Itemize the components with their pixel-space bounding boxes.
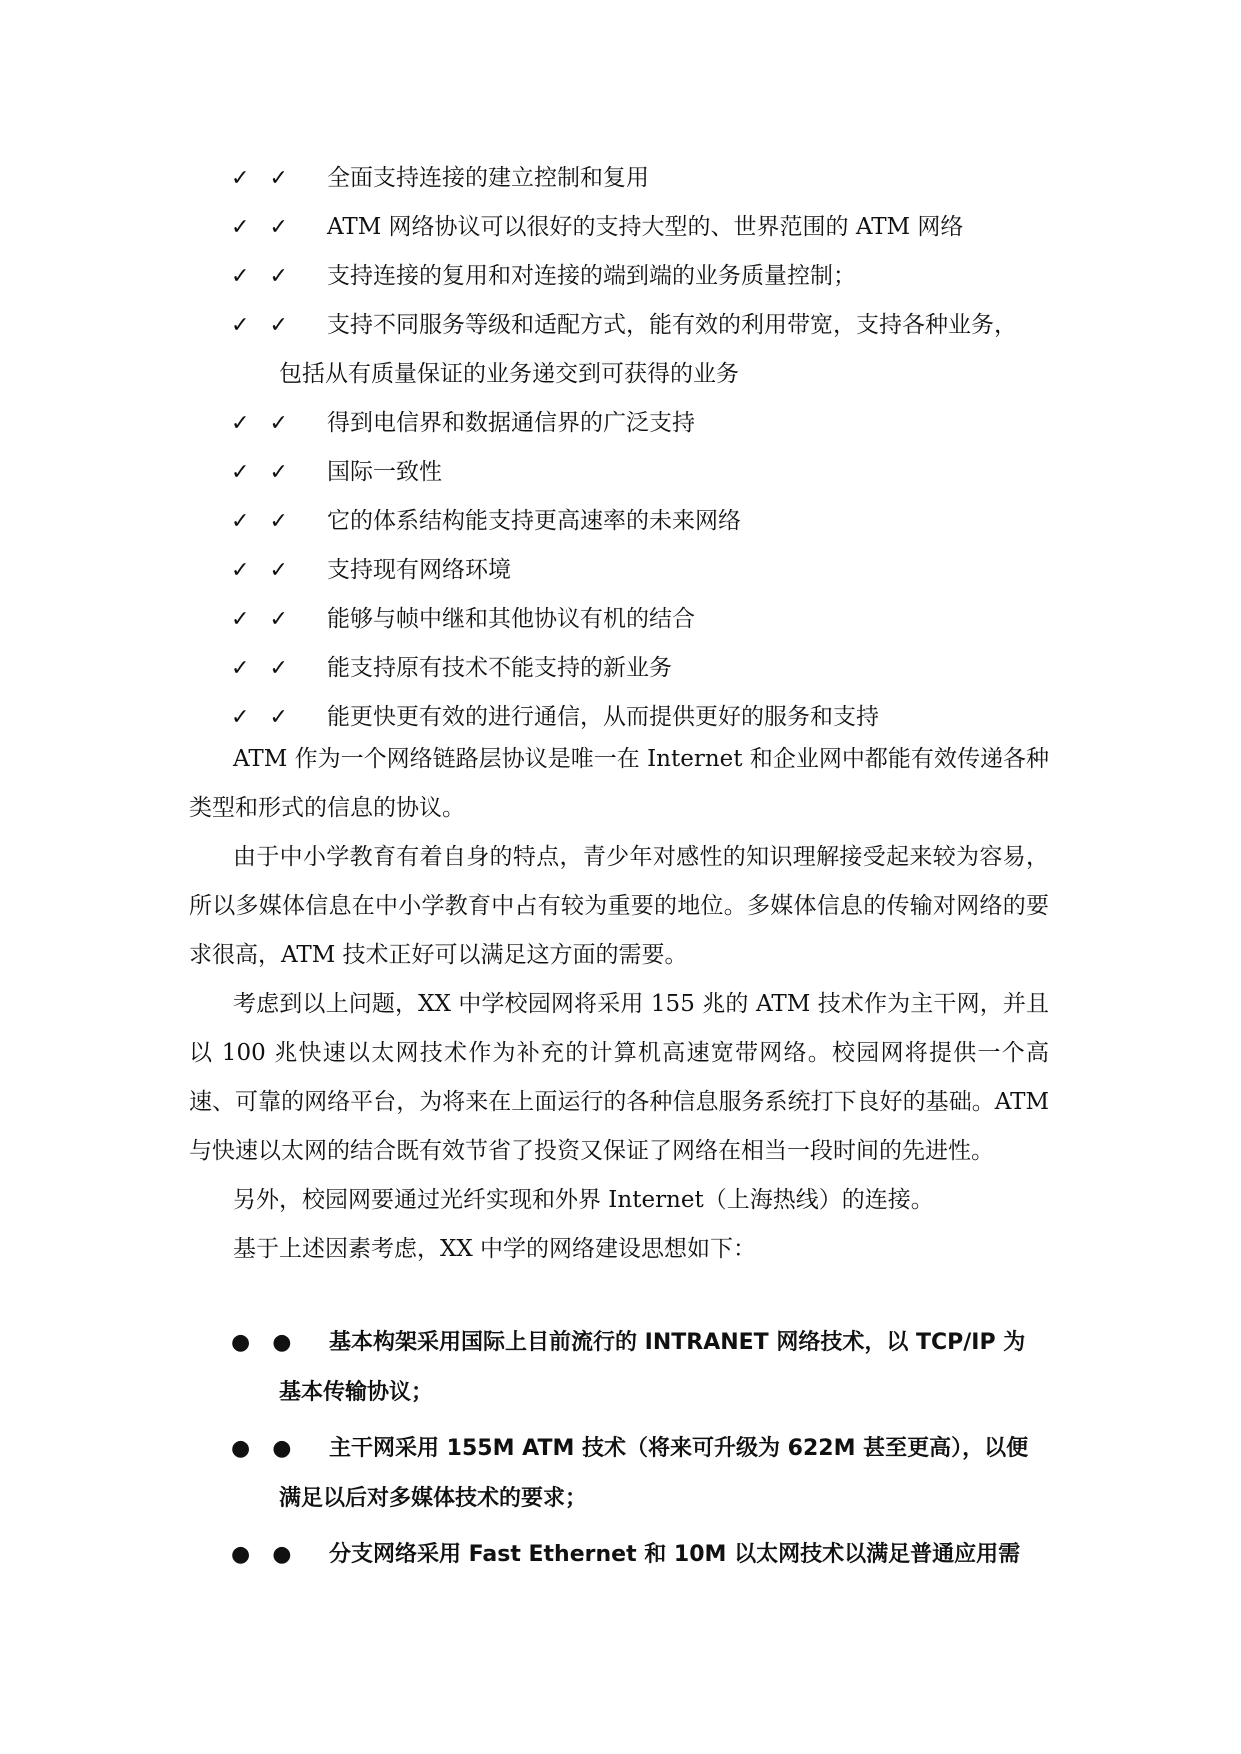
check-item (231, 595, 1051, 644)
check-mark-icon: ✓ ✓ (231, 460, 288, 485)
check-item-continuation: 包括从有质量保证的业务递交到可获得的业务 (279, 361, 739, 387)
paragraph: 由于中小学教育有着自身的特点，青少年对感性的知识理解接受起来较为容易，所以多媒体信息在中小学教育中占有较为重要的地位。多媒体信息的传输对网络的要求很高，ATM 技术正好可以满足这方面的需要。 (189, 844, 1049, 968)
check-item-text: 支持现有网络环境 (327, 557, 511, 583)
check-list (231, 154, 1051, 742)
check-item-text: 国际一致性 (327, 459, 442, 485)
check-item (231, 497, 1051, 546)
check-mark-icon: ✓ ✓ (231, 656, 288, 681)
check-item-text: ATM 网络协议可以很好的支持大型的、世界范围的 ATM 网络 (327, 214, 964, 240)
bullet-icon: ● ● (231, 1330, 292, 1355)
check-mark-icon: ✓ ✓ (231, 264, 288, 289)
body-text (189, 735, 1049, 1274)
check-item-text: 能够与帧中继和其他协议有机的结合 (327, 606, 695, 632)
bullet-item (231, 1318, 1051, 1418)
bullet-item (231, 1530, 1051, 1580)
check-mark-icon: ✓ ✓ (231, 411, 288, 436)
check-mark-icon: ✓ ✓ (231, 705, 288, 730)
check-item-text: 能支持原有技术不能支持的新业务 (327, 655, 672, 681)
paragraph: 考虑到以上问题，XX 中学校园网将采用 155 兆的 ATM 技术作为主干网，并且以 100 兆快速以太网技术作为补充的计算机高速宽带网络。校园网将提供一个高速、可靠的网络平台，为将来在上面运行的各种信息服务系统打下良好的基础。ATM 与快速以太网的结合既有效节省了投资又保证了网络在相当一段时间的先进性。 (189, 991, 1049, 1164)
check-item-text: 全面支持连接的建立控制和复用 (327, 165, 649, 191)
check-mark-icon: ✓ ✓ (231, 558, 288, 583)
bullet-item-text: 分支网络采用 Fast Ethernet 和 10M 以太网技术以满足普通应用需 (329, 1542, 1021, 1567)
check-mark-icon: ✓ ✓ (231, 215, 288, 240)
check-item (231, 301, 1051, 399)
bullet-icon: ● ● (231, 1436, 292, 1461)
check-item-text: 得到电信界和数据通信界的广泛支持 (327, 410, 695, 436)
check-item (231, 448, 1051, 497)
paragraph: 基于上述因素考虑，XX 中学的网络建设思想如下： (233, 1236, 757, 1262)
check-item-text: 支持连接的复用和对连接的端到端的业务质量控制； (327, 263, 856, 289)
check-mark-icon: ✓ ✓ (231, 509, 288, 534)
bullet-item-text: 主干网采用 155M ATM 技术（将来可升级为 622M 甚至更高），以便 (329, 1436, 1029, 1461)
bullet-list (231, 1318, 1051, 1586)
check-item (231, 154, 1051, 203)
bullet-item-continuation: 基本传输协议； (279, 1380, 434, 1405)
check-mark-icon: ✓ ✓ (231, 607, 288, 632)
bullet-item-continuation: 满足以后对多媒体技术的要求； (279, 1486, 588, 1511)
check-item-text: 支持不同服务等级和适配方式，能有效的利用带宽，支持各种业务， (327, 312, 1017, 338)
check-item (231, 399, 1051, 448)
check-mark-icon: ✓ ✓ (231, 313, 288, 338)
check-item-text: 能更快更有效的进行通信，从而提供更好的服务和支持 (327, 704, 879, 730)
check-item (231, 644, 1051, 693)
check-mark-icon: ✓ ✓ (231, 166, 288, 191)
check-item-text: 它的体系结构能支持更高速率的未来网络 (327, 508, 741, 534)
check-item (231, 252, 1051, 301)
bullet-icon: ● ● (231, 1542, 292, 1567)
bullet-item (231, 1424, 1051, 1524)
check-item (231, 203, 1051, 252)
bullet-item-text: 基本构架采用国际上目前流行的 INTRANET 网络技术，以 TCP/IP 为 (329, 1330, 1026, 1355)
paragraph: ATM 作为一个网络链路层协议是唯一在 Internet 和企业网中都能有效传递各种类型和形式的信息的协议。 (189, 746, 1049, 821)
paragraph: 另外，校园网要通过光纤实现和外界 Internet（上海热线）的连接。 (233, 1187, 934, 1213)
check-item (231, 546, 1051, 595)
